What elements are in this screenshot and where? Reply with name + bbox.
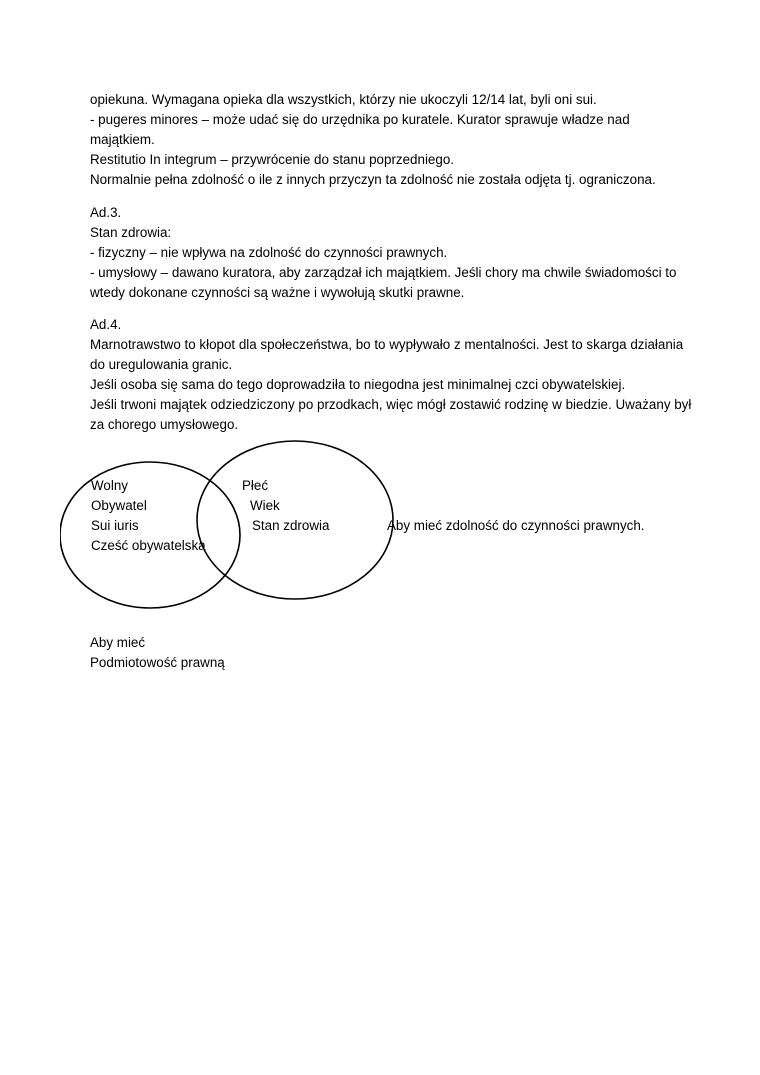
paragraph-line: Jeśli osoba się sama do tego doprowadziła to niegodna jest minimalnej czci obywatelskiej.: [90, 377, 626, 392]
paragraph-line: - umysłowy – dawano kuratora, aby zarządzał ich majątkiem. Jeśli chory ma chwile świadomości to: [90, 265, 677, 280]
venn-left-item: Sui iuris: [91, 518, 139, 533]
paragraph-line: opiekuna. Wymagana opieka dla wszystkich, którzy nie ukoczyli 12/14 lat, byli oni sui.: [90, 92, 597, 107]
venn-right-item: Płeć: [242, 478, 269, 493]
venn-left-item: Obywatel: [91, 498, 147, 513]
venn-right-item: Stan zdrowia: [252, 518, 330, 533]
paragraph-line: Stan zdrowia:: [90, 225, 172, 240]
venn-bottom-caption: Aby mieć: [90, 635, 146, 650]
paragraph-line: za chorego umysłowego.: [90, 417, 239, 432]
paragraph-line: - fizyczny – nie wpływa na zdolność do czynności prawnych.: [90, 245, 448, 260]
section-heading: Ad.3.: [90, 205, 122, 220]
venn-left-circle: [60, 462, 240, 608]
venn-left-item: Wolny: [91, 478, 128, 493]
paragraph-line: - pugeres minores – może udać się do urzędnika po kuratele. Kurator sprawuje władze nad: [90, 112, 630, 127]
venn-right-caption: Aby mieć zdolność do czynności prawnych.: [387, 518, 645, 533]
paragraph-line: majątkiem.: [90, 132, 155, 147]
section-heading: Ad.4.: [90, 317, 122, 332]
paragraph-line: wtedy dokonane czynności są ważne i wywołują skutki prawne.: [90, 285, 465, 300]
paragraph-line: Normalnie pełna zdolność o ile z innych przyczyn ta zdolność nie została odjęta tj. ograniczona.: [90, 172, 656, 187]
paragraph-line: Restitutio In integrum – przywrócenie do stanu poprzedniego.: [90, 152, 454, 167]
venn-right-item: Wiek: [250, 498, 280, 513]
venn-bottom-caption: Podmiotowość prawną: [90, 655, 225, 670]
venn-left-item: Cześć obywatelska: [91, 538, 206, 553]
paragraph-line: do uregulowania granic.: [90, 357, 233, 372]
paragraph-line: Marnotrawstwo to kłopot dla społeczeństwa, bo to wypływało z mentalności. Jest to skarga działania: [90, 337, 684, 352]
paragraph-line: Jeśli trwoni majątek odziedziczony po przodkach, więc mógł zostawić rodzinę w biedzie. Uważany był: [90, 397, 692, 412]
